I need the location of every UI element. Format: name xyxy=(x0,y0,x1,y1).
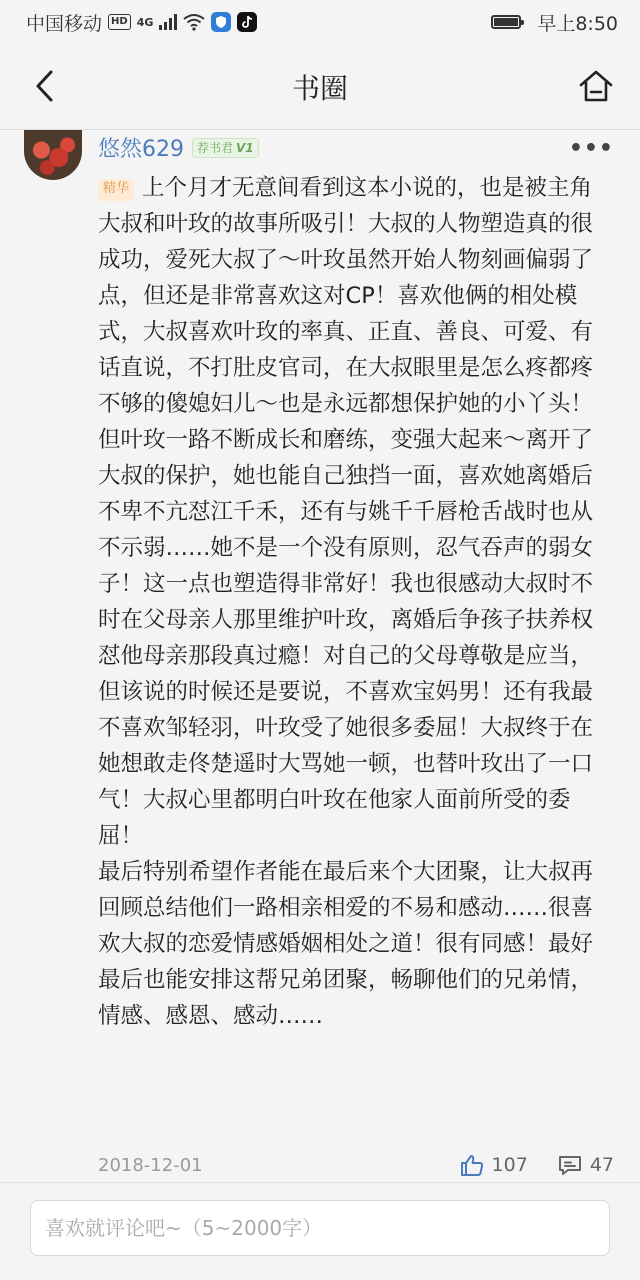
post-paragraph-2: 最后特别希望作者能在最后来个大团聚，让大叔再回顾总结他们一路相亲相爱的不易和感动……很喜欢大叔的恋爱情感婚姻相处之道！很有同感！最好最后也能安排这帮兄弟团聚，畅聊他们的兄弟情，情感、感恩、感动…… xyxy=(98,859,594,1029)
battery-icon xyxy=(491,15,521,29)
comment-count: 47 xyxy=(589,1154,614,1176)
back-arrow-icon xyxy=(33,69,55,103)
post-paragraph-1-text: 上个月才无意间看到这本小说的，也是被主角大叔和叶玫的故事所吸引！大叔的人物塑造真的很成功，爱死大叔了～叶玫虽然开始人物刻画偏弱了点，但还是非常喜欢这对CP！喜欢他俩的相处模式，大叔喜欢叶玫的率真、正直、善良、可爱、有话直说，不打肚皮官司，在大叔眼里是怎么疼都疼不够的傻媳妇儿～也是永远都想保护她的小丫头！但叶玫一路不断成长和磨练，变强大起来～离开了大叔的保护，她也能自己独挡一面，喜欢她离婚后不卑不亢怼江千禾，还有与姚千千唇枪舌战时也从不示弱……她不是一个没有原则，忍气吞声的弱女子！这一点也塑造得非常好！我也很感动大叔时不时在父母亲人那里维护叶玫，离婚后争孩子扶养权怼他母亲那段真过瘾！对自己的父母尊敬是应当，但该说的时候还是要说，不喜欢宝妈男！还有我最不喜欢邹轻羽，叶玫受了她很多委屈！大叔终于在她想敢走佟楚遥时大骂她一顿，也替叶玫出了一口气！大叔心里都明白叶玫在他家人面前所受的委屈！ xyxy=(98,175,594,849)
page-title: 书圈 xyxy=(291,71,348,105)
signal-icon xyxy=(159,14,177,30)
user-tag-badge xyxy=(192,138,259,158)
post-paragraph-1 xyxy=(98,170,608,854)
comment-button[interactable] xyxy=(558,1154,614,1176)
post-body xyxy=(98,170,608,1034)
status-left xyxy=(26,9,257,36)
clock-label: 早上8:50 xyxy=(537,12,618,35)
comment-input[interactable] xyxy=(30,1200,610,1256)
nav-bar xyxy=(0,44,640,130)
home-icon xyxy=(578,69,614,103)
like-button[interactable] xyxy=(460,1154,528,1176)
like-icon xyxy=(460,1154,484,1176)
post-footer xyxy=(98,1150,614,1180)
user-level-label: V1 xyxy=(236,140,254,155)
more-button[interactable]: ••• xyxy=(568,136,614,161)
status-bar xyxy=(0,0,640,44)
tiktok-app-icon xyxy=(237,12,257,32)
back-button[interactable] xyxy=(24,66,64,106)
user-tag-label: 荐书君 xyxy=(197,141,234,155)
essence-badge: 精华 xyxy=(98,179,134,201)
comment-icon xyxy=(558,1154,582,1176)
carrier-label: 中国移动 xyxy=(26,12,103,35)
username[interactable]: 悠然629 xyxy=(98,137,184,162)
avatar[interactable] xyxy=(24,130,82,180)
post-date: 2018-12-01 xyxy=(98,1154,203,1176)
user-row xyxy=(98,132,259,163)
comment-bar xyxy=(0,1182,640,1280)
post-card xyxy=(0,130,640,1180)
security-app-icon xyxy=(211,12,231,32)
like-count: 107 xyxy=(491,1154,528,1176)
wifi-icon xyxy=(183,13,205,31)
network-label: 4G xyxy=(136,15,154,29)
hd-icon: HD xyxy=(108,14,131,30)
status-right xyxy=(491,9,618,36)
post-stats xyxy=(460,1154,614,1176)
home-button[interactable] xyxy=(576,66,616,106)
